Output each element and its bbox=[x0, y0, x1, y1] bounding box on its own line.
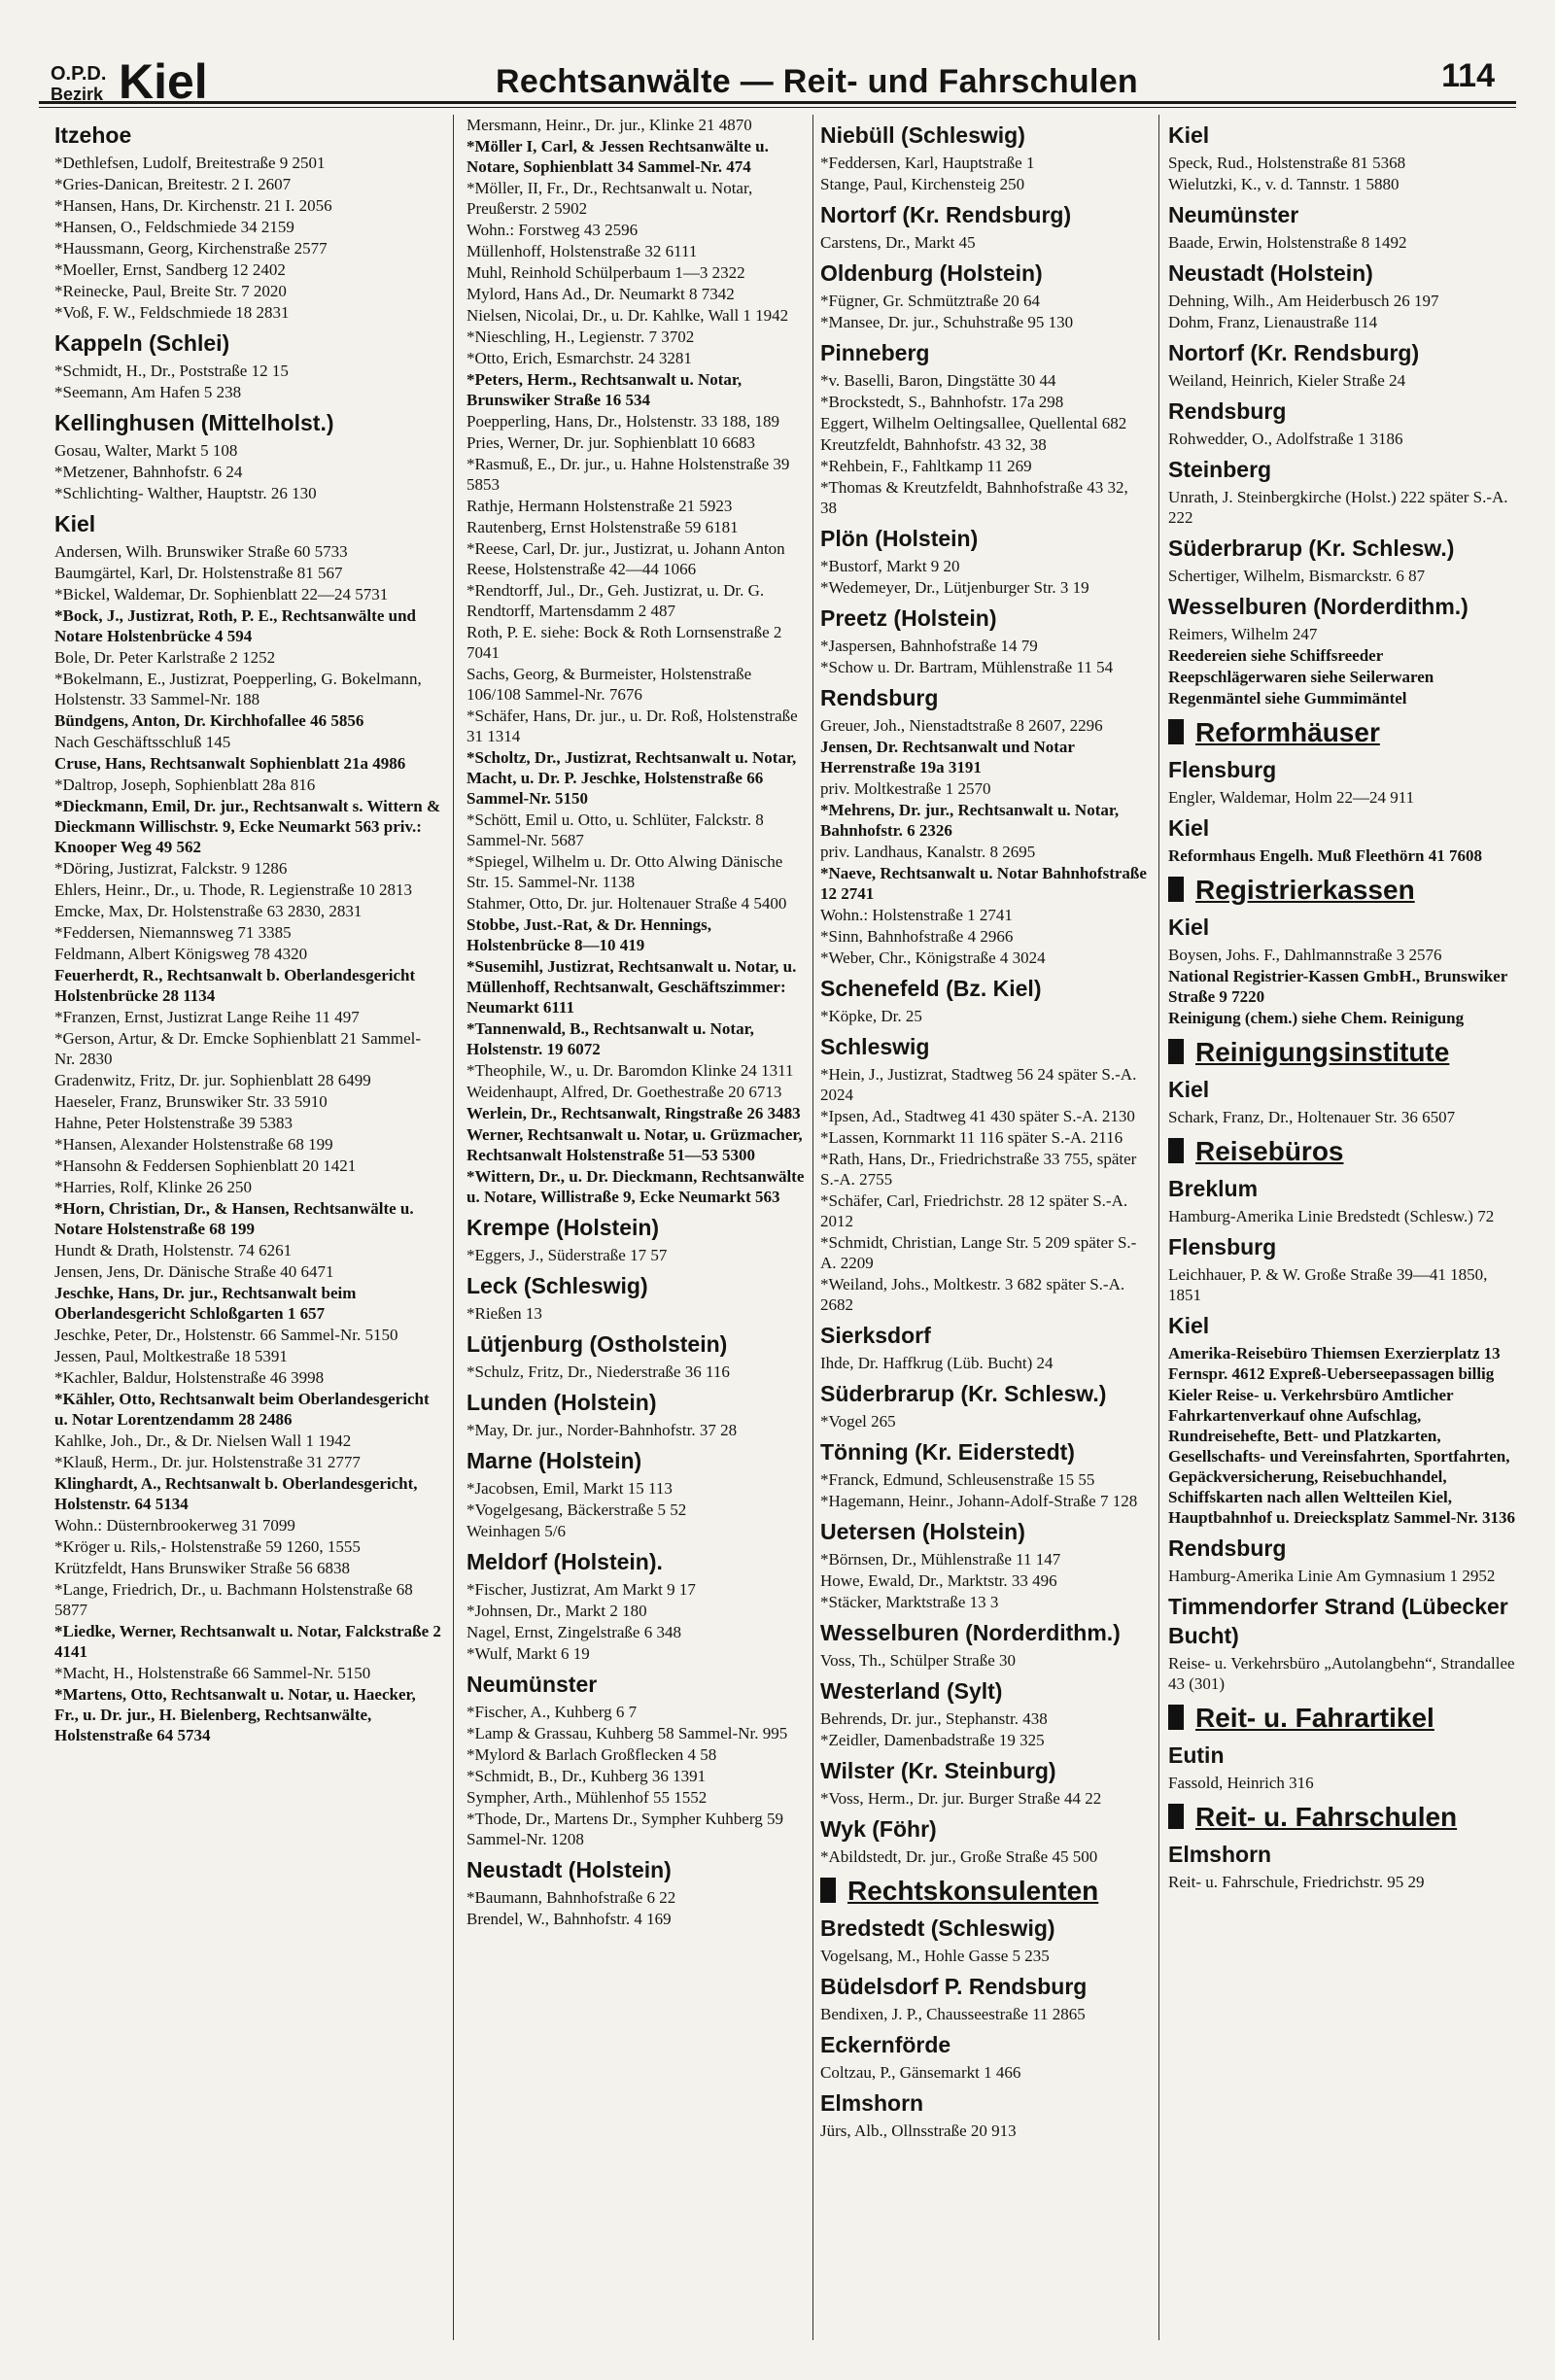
listing-entry: *Schött, Emil u. Otto, u. Schlüter, Falckstr. 8 Sammel-Nr. 5687 bbox=[466, 811, 764, 849]
listing-entry: Ehlers, Heinr., Dr., u. Thode, R. Legienstraße 10 2813 bbox=[54, 880, 412, 899]
listing-entry: Krützfeldt, Hans Brunswiker Straße 56 6838 bbox=[54, 1559, 351, 1577]
city-heading: Wesselburen (Norderdithm.) bbox=[1168, 594, 1469, 619]
listing-entry: *May, Dr. jur., Norder-Bahnhofstr. 37 28 bbox=[466, 1421, 738, 1439]
listing-entry: *Dieckmann, Emil, Dr. jur., Rechtsanwalt s. Wittern & Dieckmann Willischstr. 9, Ecke Neumarkt 563 priv.: Knooper Weg 49 562 bbox=[54, 797, 441, 856]
directory-column-1 bbox=[49, 115, 447, 2350]
city-heading: Kiel bbox=[1168, 914, 1210, 940]
listing-entry: Stahmer, Otto, Dr. jur. Holtenauer Straße 4 5400 bbox=[466, 894, 787, 913]
city-heading: Neumünster bbox=[466, 1672, 598, 1697]
listing-entry: Brendel, W., Bahnhofstr. 4 169 bbox=[466, 1910, 672, 1928]
header-rule-thin bbox=[39, 107, 1516, 108]
city-heading: Neustadt (Holstein) bbox=[1168, 260, 1373, 286]
listing-entry: Wohn.: Düsternbrookerweg 31 7099 bbox=[54, 1516, 295, 1535]
listing-entry: Vogelsang, M., Hohle Gasse 5 235 bbox=[820, 1947, 1050, 1965]
city-heading: Büdelsdorf P. Rendsburg bbox=[820, 1974, 1088, 1999]
listing-entry: Greuer, Joh., Nienstadtstraße 8 2607, 2296 bbox=[820, 716, 1103, 735]
listing-entry: Rathje, Hermann Holstenstraße 21 5923 bbox=[466, 497, 733, 515]
listing-entry: *Hein, J., Justizrat, Stadtweg 56 24 später S.-A. 2024 bbox=[820, 1065, 1137, 1104]
listing-entry: Muhl, Reinhold Schülperbaum 1—3 2322 bbox=[466, 263, 745, 282]
listing-entry: *Seemann, Am Hafen 5 238 bbox=[54, 383, 242, 401]
listing-entry: *Susemihl, Justizrat, Rechtsanwalt u. Notar, u. Müllenhoff, Rechtsanwalt, Geschäftszimmer: Neumarkt 6111 bbox=[466, 957, 797, 1017]
listing-entry: Reinigung (chem.) siehe Chem. Reinigung bbox=[1168, 1009, 1465, 1027]
listing-entry: *Jaspersen, Bahnhofstraße 14 79 bbox=[820, 637, 1038, 655]
listing-entry: Regenmäntel siehe Gummimäntel bbox=[1168, 689, 1407, 707]
listing-entry: Schark, Franz, Dr., Holtenauer Str. 36 6507 bbox=[1168, 1108, 1456, 1126]
listing-entry: *Vogel 265 bbox=[820, 1412, 896, 1431]
square-bullet-icon bbox=[820, 1878, 836, 1903]
listing-entry: Voss, Th., Schülper Straße 30 bbox=[820, 1651, 1017, 1670]
listing-entry: *Tannenwald, B., Rechtsanwalt u. Notar, Holstenstr. 19 6072 bbox=[466, 1019, 754, 1058]
category-heading bbox=[1168, 1135, 1520, 1168]
directory-column-3 bbox=[814, 115, 1153, 2350]
listing-entry: *Brockstedt, S., Bahnhofstr. 17a 298 bbox=[820, 393, 1064, 411]
category-heading-label: Reit- u. Fahrartikel bbox=[1195, 1703, 1434, 1733]
directory-column-2 bbox=[461, 115, 811, 2350]
listing-entry: *Klauß, Herm., Dr. jur. Holstenstraße 31 2777 bbox=[54, 1453, 361, 1471]
column-divider bbox=[812, 115, 813, 2340]
listing-entry: Gosau, Walter, Markt 5 108 bbox=[54, 441, 238, 460]
listing-entry: *Hansen, O., Feldschmiede 34 2159 bbox=[54, 218, 294, 236]
category-heading-label: Reisebüros bbox=[1195, 1136, 1344, 1166]
listing-entry: *Theophile, W., u. Dr. Baromdon Klinke 24 1311 bbox=[466, 1061, 794, 1080]
listing-entry: *Reinecke, Paul, Breite Str. 7 2020 bbox=[54, 282, 287, 300]
city-heading: Wyk (Föhr) bbox=[820, 1816, 937, 1842]
listing-entry: *Döring, Justizrat, Falckstr. 9 1286 bbox=[54, 859, 288, 878]
listing-entry: *Schow u. Dr. Bartram, Mühlenstraße 11 54 bbox=[820, 658, 1114, 676]
listing-entry: Rohwedder, O., Adolfstraße 1 3186 bbox=[1168, 430, 1403, 448]
city-heading: Eutin bbox=[1168, 1742, 1225, 1768]
city-heading: Kiel bbox=[1168, 815, 1210, 841]
city-heading: Wesselburen (Norderdithm.) bbox=[820, 1620, 1121, 1645]
listing-entry: *Thode, Dr., Martens Dr., Sympher Kuhberg 59 Sammel-Nr. 1208 bbox=[466, 1810, 783, 1848]
city-heading: Lunden (Holstein) bbox=[466, 1390, 657, 1415]
square-bullet-icon bbox=[1168, 719, 1184, 744]
listing-entry: *Moeller, Ernst, Sandberg 12 2402 bbox=[54, 260, 286, 279]
listing-entry: *Rasmuß, E., Dr. jur., u. Hahne Holstenstraße 39 5853 bbox=[466, 455, 790, 494]
listing-entry: Boysen, Johs. F., Dahlmannstraße 3 2576 bbox=[1168, 946, 1442, 964]
city-heading: Kellinghusen (Mittelholst.) bbox=[54, 410, 334, 435]
listing-entry: Weidenhaupt, Alfred, Dr. Goethestraße 20 6713 bbox=[466, 1083, 782, 1101]
listing-entry: *Spiegel, Wilhelm u. Dr. Otto Alwing Dänische Str. 15. Sammel-Nr. 1138 bbox=[466, 852, 783, 891]
listing-entry: *Harries, Rolf, Klinke 26 250 bbox=[54, 1178, 253, 1196]
city-heading: Süderbrarup (Kr. Schlesw.) bbox=[1168, 535, 1455, 561]
listing-entry: Dehning, Wilh., Am Heiderbusch 26 197 bbox=[1168, 292, 1439, 310]
listing-entry: Kreutzfeldt, Bahnhofstr. 43 32, 38 bbox=[820, 435, 1047, 454]
listing-entry: *v. Baselli, Baron, Dingstätte 30 44 bbox=[820, 371, 1056, 390]
category-heading bbox=[1168, 1801, 1520, 1834]
category-heading bbox=[1168, 874, 1520, 907]
listing-entry: *Schmidt, Christian, Lange Str. 5 209 später S.-A. 2209 bbox=[820, 1233, 1137, 1272]
city-heading: Kappeln (Schlei) bbox=[54, 330, 230, 356]
listing-entry: Kahlke, Joh., Dr., & Dr. Nielsen Wall 1 1942 bbox=[54, 1431, 352, 1450]
listing-entry: Klinghardt, A., Rechtsanwalt b. Oberlandesgericht, Holstenstr. 64 5134 bbox=[54, 1474, 418, 1513]
listing-entry: Baade, Erwin, Holstenstraße 8 1492 bbox=[1168, 233, 1407, 252]
listing-entry: Dohm, Franz, Lienaustraße 114 bbox=[1168, 313, 1378, 331]
listing-entry: *Haussmann, Georg, Kirchenstraße 2577 bbox=[54, 239, 328, 258]
column-divider bbox=[1158, 115, 1159, 2340]
city-heading: Nortorf (Kr. Rendsburg) bbox=[1168, 340, 1420, 365]
listing-entry: Kieler Reise- u. Verkehrsbüro Amtlicher Fahrkartenverkauf ohne Aufschlag, Rundreisehefte, Bett- und Platzkarten, Gesellschafts- und Vereinsfahrten, Sportfahrten, Gepäckversicherung, Reisebuchhandel, Schiffskarten nach allen Weltteilen Kiel, Hauptbahnhof u. Dreiecksplatz Sammel-Nr. 3136 bbox=[1168, 1386, 1516, 1527]
listing-entry: Hahne, Peter Holstenstraße 39 5383 bbox=[54, 1114, 294, 1132]
listing-entry: priv. Moltkestraße 1 2570 bbox=[820, 779, 991, 798]
listing-entry: *Liedke, Werner, Rechtsanwalt u. Notar, Falckstraße 2 4141 bbox=[54, 1622, 441, 1661]
listing-entry: *Gries-Danican, Breitestr. 2 I. 2607 bbox=[54, 175, 292, 193]
listing-entry: *Schulz, Fritz, Dr., Niederstraße 36 116 bbox=[466, 1362, 730, 1381]
listing-entry: *Franzen, Ernst, Justizrat Lange Reihe 11 497 bbox=[54, 1008, 360, 1026]
city-heading: Sierksdorf bbox=[820, 1323, 931, 1348]
listing-entry: Fassold, Heinrich 316 bbox=[1168, 1774, 1314, 1792]
listing-entry: *Fischer, Justizrat, Am Markt 9 17 bbox=[466, 1580, 696, 1599]
city-heading: Flensburg bbox=[1168, 757, 1277, 782]
listing-entry: Reedereien siehe Schiffsreeder bbox=[1168, 646, 1384, 665]
listing-entry: *Reese, Carl, Dr. jur., Justizrat, u. Johann Anton Reese, Holstenstraße 42—44 1066 bbox=[466, 539, 785, 578]
city-heading: Steinberg bbox=[1168, 457, 1272, 482]
listing-entry: *Weber, Chr., Königstraße 4 3024 bbox=[820, 949, 1046, 967]
listing-entry: Gradenwitz, Fritz, Dr. jur. Sophienblatt 28 6499 bbox=[54, 1071, 371, 1089]
listing-entry: *Otto, Erich, Esmarchstr. 24 3281 bbox=[466, 349, 692, 367]
listing-entry: *Daltrop, Joseph, Sophienblatt 28a 816 bbox=[54, 776, 316, 794]
listing-entry: Wielutzki, K., v. d. Tannstr. 1 5880 bbox=[1168, 175, 1400, 193]
listing-entry: *Martens, Otto, Rechtsanwalt u. Notar, u. Haecker, Fr., u. Dr. jur., H. Bielenberg, Rechtsanwälte, Holstenstraße 64 5734 bbox=[54, 1685, 416, 1744]
listing-entry: Reise- u. Verkehrsbüro „Autolangbehn“, Strandallee 43 (301) bbox=[1168, 1654, 1515, 1693]
listing-entry: *Dethlefsen, Ludolf, Breitestraße 9 2501 bbox=[54, 154, 326, 172]
listing-entry: *Bickel, Waldemar, Dr. Sophienblatt 22—24 5731 bbox=[54, 585, 389, 604]
listing-entry: *Gerson, Artur, & Dr. Emcke Sophienblatt 21 Sammel-Nr. 2830 bbox=[54, 1029, 422, 1068]
listing-entry: *Hansen, Hans, Dr. Kirchenstr. 21 I. 2056 bbox=[54, 196, 332, 215]
listing-entry: *Thomas & Kreutzfeldt, Bahnhofstraße 43 32, 38 bbox=[820, 478, 1128, 517]
city-heading: Kiel bbox=[54, 511, 96, 536]
listing-entry: Coltzau, P., Gänsemarkt 1 466 bbox=[820, 2063, 1021, 2082]
listing-entry: *Kachler, Baldur, Holstenstraße 46 3998 bbox=[54, 1368, 325, 1387]
listing-entry: *Peters, Herm., Rechtsanwalt u. Notar, Brunswiker Straße 16 534 bbox=[466, 370, 743, 409]
listing-entry: Eggert, Wilhelm Oeltingsallee, Quellental 682 bbox=[820, 414, 1127, 432]
listing-entry: *Bock, J., Justizrat, Roth, P. E., Rechtsanwälte und Notare Holstenbrücke 4 594 bbox=[54, 606, 416, 645]
listing-entry: Nach Geschäftsschluß 145 bbox=[54, 733, 231, 751]
listing-entry: Jensen, Dr. Rechtsanwalt und Notar Herrenstraße 19a 3191 bbox=[820, 738, 1075, 776]
listing-entry: priv. Landhaus, Kanalstr. 8 2695 bbox=[820, 843, 1036, 861]
city-heading: Rendsburg bbox=[1168, 1535, 1287, 1561]
listing-entry: Mylord, Hans Ad., Dr. Neumarkt 8 7342 bbox=[466, 285, 735, 303]
listing-entry: *Fügner, Gr. Schmütztraße 20 64 bbox=[820, 292, 1040, 310]
listing-entry: *Lange, Friedrich, Dr., u. Bachmann Holstenstraße 68 5877 bbox=[54, 1580, 413, 1619]
listing-entry: Hamburg-Amerika Linie Bredstedt (Schlesw.) 72 bbox=[1168, 1207, 1495, 1225]
category-heading-label: Rechtskonsulenten bbox=[847, 1876, 1099, 1906]
listing-entry: Roth, P. E. siehe: Bock & Roth Lornsenstraße 2 7041 bbox=[466, 623, 782, 662]
listing-entry: *Rendtorff, Jul., Dr., Geh. Justizrat, u. Dr. G. Rendtorff, Martensdamm 2 487 bbox=[466, 581, 765, 620]
listing-entry: *Feddersen, Niemannsweg 71 3385 bbox=[54, 923, 292, 942]
listing-entry: Weiland, Heinrich, Kieler Straße 24 bbox=[1168, 371, 1406, 390]
page-number: 114 bbox=[1441, 57, 1495, 94]
listing-entry: Howe, Ewald, Dr., Marktstr. 33 496 bbox=[820, 1571, 1057, 1590]
listing-entry: *Jacobsen, Emil, Markt 15 113 bbox=[466, 1479, 673, 1498]
listing-entry: *Schäfer, Hans, Dr. jur., u. Dr. Roß, Holstenstraße 31 1314 bbox=[466, 707, 798, 745]
listing-entry: Werner, Rechtsanwalt u. Notar, u. Grüzmacher, Rechtsanwalt Holstenstraße 51—53 5300 bbox=[466, 1125, 803, 1164]
listing-entry: *Hagemann, Heinr., Johann-Adolf-Straße 7 128 bbox=[820, 1492, 1138, 1510]
listing-entry: Haeseler, Franz, Brunswiker Str. 33 5910 bbox=[54, 1092, 328, 1111]
listing-entry: Speck, Rud., Holstenstraße 81 5368 bbox=[1168, 154, 1406, 172]
listing-entry: Schertiger, Wilhelm, Bismarckstr. 6 87 bbox=[1168, 567, 1426, 585]
city-heading: Krempe (Holstein) bbox=[466, 1215, 660, 1240]
page-header bbox=[0, 0, 1555, 117]
listing-entry: Sachs, Georg, & Burmeister, Holstenstraße 106/108 Sammel-Nr. 7676 bbox=[466, 665, 752, 704]
listing-entry: *Hansen, Alexander Holstenstraße 68 199 bbox=[54, 1135, 333, 1154]
listing-entry: *Mehrens, Dr. jur., Rechtsanwalt u. Notar, Bahnhofstr. 6 2326 bbox=[820, 801, 1120, 840]
listing-entry: *Horn, Christian, Dr., & Hansen, Rechtsanwälte u. Notare Holstenstraße 68 199 bbox=[54, 1199, 414, 1238]
city-heading: Kiel bbox=[1168, 1077, 1210, 1102]
page-title: Rechtsanwälte — Reit- und Fahrschulen bbox=[496, 63, 1138, 100]
city-heading: Preetz (Holstein) bbox=[820, 605, 997, 631]
city-heading: Neustadt (Holstein) bbox=[466, 1857, 672, 1882]
listing-entry: *Köpke, Dr. 25 bbox=[820, 1007, 922, 1025]
listing-entry: Emcke, Max, Dr. Holstenstraße 63 2830, 2831 bbox=[54, 902, 363, 920]
listing-entry: *Schlichting- Walther, Hauptstr. 26 130 bbox=[54, 484, 317, 502]
listing-entry: *Sinn, Bahnhofstraße 4 2966 bbox=[820, 927, 1014, 946]
listing-entry: Jessen, Paul, Moltkestraße 18 5391 bbox=[54, 1347, 288, 1365]
listing-entry: *Schmidt, B., Dr., Kuhberg 36 1391 bbox=[466, 1767, 707, 1785]
listing-entry: Stobbe, Just.-Rat, & Dr. Hennings, Holstenbrücke 8—10 419 bbox=[466, 915, 712, 954]
listing-entry: *Bokelmann, E., Justizrat, Poepperling, G. Bokelmann, Holstenstr. 33 Sammel-Nr. 188 bbox=[54, 670, 422, 708]
listing-entry: Hamburg-Amerika Linie Am Gymnasium 1 2952 bbox=[1168, 1567, 1496, 1585]
city-heading: Süderbrarup (Kr. Schlesw.) bbox=[820, 1381, 1107, 1406]
city-heading: Marne (Holstein) bbox=[466, 1448, 642, 1473]
listing-entry: *Macht, H., Holstenstraße 66 Sammel-Nr. 5150 bbox=[54, 1664, 371, 1682]
listing-entry: Bole, Dr. Peter Karlstraße 2 1252 bbox=[54, 648, 276, 667]
listing-entry: Jeschke, Hans, Dr. jur., Rechtsanwalt beim Oberlandesgericht Schloßgarten 1 657 bbox=[54, 1284, 357, 1323]
listing-entry: Jensen, Jens, Dr. Dänische Straße 40 6471 bbox=[54, 1262, 334, 1281]
listing-entry: *Johnsen, Dr., Markt 2 180 bbox=[466, 1602, 647, 1620]
listing-entry: Sympher, Arth., Mühlenhof 55 1552 bbox=[466, 1788, 708, 1807]
listing-entry: *Wittern, Dr., u. Dr. Dieckmann, Rechtsanwälte u. Notare, Willistraße 9, Ecke Neumarkt 563 bbox=[466, 1167, 805, 1206]
city-heading: Niebüll (Schleswig) bbox=[820, 122, 1025, 148]
square-bullet-icon bbox=[1168, 877, 1184, 902]
listing-entry: Weinhagen 5/6 bbox=[466, 1522, 567, 1540]
listing-entry: *Schäfer, Carl, Friedrichstr. 28 12 später S.-A. 2012 bbox=[820, 1191, 1128, 1230]
city-heading: Eckernförde bbox=[820, 2032, 951, 2057]
listing-entry: *Rath, Hans, Dr., Friedrichstraße 33 755, später S.-A. 2755 bbox=[820, 1150, 1137, 1189]
listing-entry: Reimers, Wilhelm 247 bbox=[1168, 625, 1318, 643]
listing-entry: *Kähler, Otto, Rechtsanwalt beim Oberlandesgericht u. Notar Lorentzendamm 28 2486 bbox=[54, 1390, 430, 1429]
listing-entry: *Ipsen, Ad., Stadtweg 41 430 später S.-A. 2130 bbox=[820, 1107, 1135, 1125]
listing-entry: *Hansohn & Feddersen Sophienblatt 20 1421 bbox=[54, 1156, 357, 1175]
category-heading-label: Registrierkassen bbox=[1195, 875, 1415, 905]
city-heading: Rendsburg bbox=[1168, 398, 1287, 424]
listing-entry: *Börnsen, Dr., Mühlenstraße 11 147 bbox=[820, 1550, 1061, 1569]
listing-entry: Reepschlägerwaren siehe Seilerwaren bbox=[1168, 668, 1434, 686]
listing-entry: Werlein, Dr., Rechtsanwalt, Ringstraße 26 3483 bbox=[466, 1104, 801, 1122]
city-heading: Bredstedt (Schleswig) bbox=[820, 1915, 1055, 1941]
city-heading: Nortorf (Kr. Rendsburg) bbox=[820, 202, 1072, 227]
listing-entry: Stange, Paul, Kirchensteig 250 bbox=[820, 175, 1025, 193]
category-heading-label: Reinigungsinstitute bbox=[1195, 1037, 1450, 1067]
header-rule bbox=[39, 101, 1516, 104]
city-heading: Leck (Schleswig) bbox=[466, 1273, 648, 1298]
listing-entry: *Rießen 13 bbox=[466, 1304, 542, 1323]
listing-entry: *Voss, Herm., Dr. jur. Burger Straße 44 22 bbox=[820, 1789, 1102, 1808]
city-heading: Lütjenburg (Ostholstein) bbox=[466, 1331, 728, 1357]
column-divider bbox=[453, 115, 454, 2340]
city-heading: Uetersen (Holstein) bbox=[820, 1519, 1025, 1544]
listing-entry: Jürs, Alb., Ollnsstraße 20 913 bbox=[820, 2121, 1017, 2140]
listing-entry: Andersen, Wilh. Brunswiker Straße 60 5733 bbox=[54, 542, 348, 561]
city-heading: Kiel bbox=[1168, 1313, 1210, 1338]
listing-entry: Bendixen, J. P., Chausseestraße 11 2865 bbox=[820, 2005, 1086, 2023]
city-heading: Elmshorn bbox=[820, 2090, 924, 2116]
bezirk-label: Bezirk bbox=[51, 85, 104, 104]
listing-entry: *Möller, II, Fr., Dr., Rechtsanwalt u. Notar, Preußerstr. 2 5902 bbox=[466, 179, 753, 218]
city-heading: Oldenburg (Holstein) bbox=[820, 260, 1043, 286]
city-heading: Meldorf (Holstein). bbox=[466, 1549, 663, 1574]
city-heading: Neumünster bbox=[1168, 202, 1299, 227]
listing-entry: Pries, Werner, Dr. jur. Sophienblatt 10 6683 bbox=[466, 433, 755, 452]
city-heading: Tönning (Kr. Eiderstedt) bbox=[820, 1439, 1075, 1465]
square-bullet-icon bbox=[1168, 1705, 1184, 1730]
square-bullet-icon bbox=[1168, 1804, 1184, 1829]
listing-entry: Rautenberg, Ernst Holstenstraße 59 6181 bbox=[466, 518, 739, 536]
listing-entry: *Stäcker, Marktstraße 13 3 bbox=[820, 1593, 999, 1611]
listing-entry: *Scholtz, Dr., Justizrat, Rechtsanwalt u. Notar, Macht, u. Dr. P. Jeschke, Holstenstraße 66 Sammel-Nr. 5150 bbox=[466, 748, 797, 808]
city-heading: Pinneberg bbox=[820, 340, 930, 365]
listing-entry: *Wedemeyer, Dr., Lütjenburger Str. 3 19 bbox=[820, 578, 1089, 597]
listing-entry: Unrath, J. Steinbergkirche (Holst.) 222 später S.-A. 222 bbox=[1168, 488, 1508, 527]
listing-entry: *Nieschling, H., Legienstr. 7 3702 bbox=[466, 328, 695, 346]
listing-entry: *Möller I, Carl, & Jessen Rechtsanwälte u. Notare, Sophienblatt 34 Sammel-Nr. 474 bbox=[466, 137, 769, 176]
listing-entry: Bündgens, Anton, Dr. Kirchhofallee 46 5856 bbox=[54, 711, 364, 730]
category-heading bbox=[1168, 716, 1520, 749]
listing-entry: Müllenhoff, Holstenstraße 32 6111 bbox=[466, 242, 698, 260]
city-heading: Schenefeld (Bz. Kiel) bbox=[820, 976, 1042, 1001]
opd-label: O.P.D. bbox=[51, 63, 107, 85]
listing-entry: *Wulf, Markt 6 19 bbox=[466, 1644, 590, 1663]
listing-entry: *Kröger u. Rils,- Holstenstraße 59 1260, 1555 bbox=[54, 1537, 361, 1556]
category-heading bbox=[1168, 1036, 1520, 1069]
listing-entry: *Vogelgesang, Bäckerstraße 5 52 bbox=[466, 1500, 687, 1519]
city-heading: Plön (Holstein) bbox=[820, 526, 979, 551]
listing-entry: *Metzener, Bahnhofstr. 6 24 bbox=[54, 463, 243, 481]
listing-entry: *Lassen, Kornmarkt 11 116 später S.-A. 2116 bbox=[820, 1128, 1123, 1147]
listing-entry: *Voß, F. W., Feldschmiede 18 2831 bbox=[54, 303, 290, 322]
listing-entry: Wohn.: Holstenstraße 1 2741 bbox=[820, 906, 1013, 924]
directory-column-4 bbox=[1162, 115, 1526, 2350]
listing-entry: *Naeve, Rechtsanwalt u. Notar Bahnhofstraße 12 2741 bbox=[820, 864, 1147, 903]
listing-entry: Carstens, Dr., Markt 45 bbox=[820, 233, 976, 252]
square-bullet-icon bbox=[1168, 1138, 1184, 1163]
listing-entry: *Rehbein, F., Fahltkamp 11 269 bbox=[820, 457, 1032, 475]
category-heading bbox=[820, 1875, 1147, 1908]
listing-entry: *Baumann, Bahnhofstraße 6 22 bbox=[466, 1888, 676, 1907]
listing-entry: Cruse, Hans, Rechtsanwalt Sophienblatt 21a 4986 bbox=[54, 754, 406, 773]
listing-entry: *Fischer, A., Kuhberg 6 7 bbox=[466, 1703, 638, 1721]
category-heading-label: Reit- u. Fahrschulen bbox=[1195, 1802, 1458, 1832]
listing-entry: Reit- u. Fahrschule, Friedrichstr. 95 29 bbox=[1168, 1873, 1425, 1891]
listing-entry: Amerika-Reisebüro Thiemsen Exerzierplatz 13 Fernspr. 4612 Expreß-Ueberseepassagen billig bbox=[1168, 1344, 1501, 1383]
city-heading: Rendsburg bbox=[820, 685, 939, 710]
listing-entry: Jeschke, Peter, Dr., Holstenstr. 66 Sammel-Nr. 5150 bbox=[54, 1326, 398, 1344]
listing-entry: *Lamp & Grassau, Kuhberg 58 Sammel-Nr. 995 bbox=[466, 1724, 788, 1742]
listing-entry: Wohn.: Forstweg 43 2596 bbox=[466, 221, 639, 239]
city-heading: Flensburg bbox=[1168, 1234, 1277, 1259]
listing-entry: National Registrier-Kassen GmbH., Brunswiker Straße 9 7220 bbox=[1168, 967, 1507, 1006]
listing-entry: Ihde, Dr. Haffkrug (Lüb. Bucht) 24 bbox=[820, 1354, 1054, 1372]
listing-entry: Feldmann, Albert Königsweg 78 4320 bbox=[54, 945, 308, 963]
city-heading: Elmshorn bbox=[1168, 1842, 1272, 1867]
listing-entry: *Feddersen, Karl, Hauptstraße 1 bbox=[820, 154, 1035, 172]
city-heading: Kiel bbox=[1168, 122, 1210, 148]
listing-entry: Poepperling, Hans, Dr., Holstenstr. 33 188, 189 bbox=[466, 412, 780, 431]
city-heading: Itzehoe bbox=[54, 122, 132, 148]
listing-entry: Hundt & Drath, Holstenstr. 74 6261 bbox=[54, 1241, 293, 1259]
listing-entry: *Franck, Edmund, Schleusenstraße 15 55 bbox=[820, 1470, 1095, 1489]
listing-entry: *Schmidt, H., Dr., Poststraße 12 15 bbox=[54, 362, 289, 380]
square-bullet-icon bbox=[1168, 1039, 1184, 1064]
listing-entry: Feuerherdt, R., Rechtsanwalt b. Oberlandesgericht Holstenbrücke 28 1134 bbox=[54, 966, 416, 1005]
listing-entry: Nagel, Ernst, Zingelstraße 6 348 bbox=[466, 1623, 681, 1641]
listing-entry: Behrends, Dr. jur., Stephanstr. 438 bbox=[820, 1709, 1048, 1728]
listing-entry: Mersmann, Heinr., Dr. jur., Klinke 21 4870 bbox=[466, 116, 752, 134]
city-heading: Westerland (Sylt) bbox=[820, 1678, 1003, 1704]
listing-entry: *Mansee, Dr. jur., Schuhstraße 95 130 bbox=[820, 313, 1074, 331]
listing-entry: *Weiland, Johs., Moltkestr. 3 682 später S.-A. 2682 bbox=[820, 1275, 1125, 1314]
listing-entry: *Abildstedt, Dr. jur., Große Straße 45 500 bbox=[820, 1847, 1098, 1866]
city-heading: Wilster (Kr. Steinburg) bbox=[820, 1758, 1056, 1783]
listing-entry: *Bustorf, Markt 9 20 bbox=[820, 557, 960, 575]
listing-entry: *Zeidler, Damenbadstraße 19 325 bbox=[820, 1731, 1045, 1749]
district-city: Kiel bbox=[119, 54, 208, 109]
listing-entry: Engler, Waldemar, Holm 22—24 911 bbox=[1168, 788, 1415, 807]
city-heading: Breklum bbox=[1168, 1176, 1259, 1201]
listing-entry: Reformhaus Engelh. Muß Fleethörn 41 7608 bbox=[1168, 846, 1482, 865]
category-heading-label: Reformhäuser bbox=[1195, 717, 1380, 747]
category-heading bbox=[1168, 1702, 1520, 1735]
listing-entry: Leichhauer, P. & W. Große Straße 39—41 1850, 1851 bbox=[1168, 1265, 1488, 1304]
city-heading: Schleswig bbox=[820, 1034, 930, 1059]
listing-entry: Baumgärtel, Karl, Dr. Holstenstraße 81 567 bbox=[54, 564, 343, 582]
listing-entry: *Mylord & Barlach Großflecken 4 58 bbox=[466, 1745, 717, 1764]
city-heading: Timmendorfer Strand (Lübecker Bucht) bbox=[1168, 1594, 1508, 1648]
listing-entry: *Eggers, J., Süderstraße 17 57 bbox=[466, 1246, 668, 1264]
listing-entry: Nielsen, Nicolai, Dr., u. Dr. Kahlke, Wall 1 1942 bbox=[466, 306, 789, 325]
